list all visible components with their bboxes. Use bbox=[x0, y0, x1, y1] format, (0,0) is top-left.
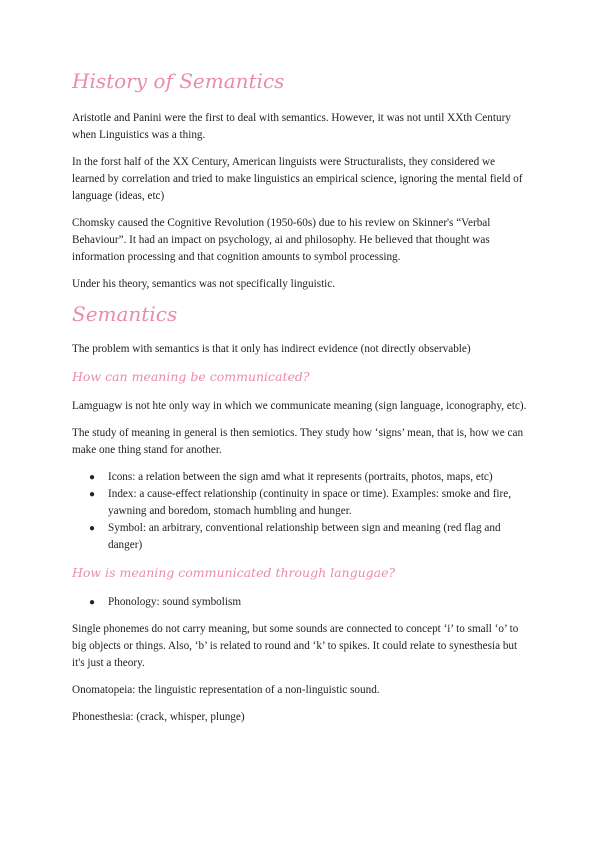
heading-semantics: Semantics bbox=[72, 302, 178, 326]
paragraph-chomsky: Chomsky caused the Cognitive Revolution (1950-60s) due to his review on Skinner's “Verbal Behaviour”. It had an impact on psychology, ai and philosophy. He believed that thought was information processing and that cognition amounts to symbol processing. bbox=[72, 217, 491, 263]
signs-list bbox=[72, 469, 528, 554]
paragraph-onomatopeia: Onomatopeia: the linguistic representation of a non-linguistic sound. bbox=[72, 684, 380, 696]
list-item bbox=[72, 486, 528, 520]
paragraph-aristotle: Aristotle and Panini were the first to deal with semantics. However, it was not until XXth Century when Linguistics was a thing. bbox=[72, 112, 511, 141]
bullet-icon: ● bbox=[89, 597, 96, 608]
heading-history-of-semantics: History of Semantics bbox=[72, 69, 285, 93]
bullet-icon: ● bbox=[89, 472, 96, 483]
list-item-text: Icons: a relation between the sign amd what it represents (portraits, photos, maps, etc) bbox=[108, 471, 493, 483]
bullet-icon: ● bbox=[89, 523, 96, 534]
list-item-text: Index: a cause-effect relationship (continuity in space or time). Examples: smoke and fire, yawning and boredom, stomach humbling and hunger. bbox=[108, 488, 512, 517]
paragraph-phonesthesia: Phonesthesia: (crack, whisper, plunge) bbox=[72, 711, 245, 723]
list-item bbox=[72, 469, 528, 486]
list-item-text: Symbol: an arbitrary, conventional relationship between sign and meaning (red flag and danger) bbox=[108, 522, 501, 551]
paragraph-phonemes: Single phonemes do not carry meaning, but some sounds are connected to concept ‘i’ to small ‘o’ to big objects or things. Also, ‘b’ is related to round and ‘k’ to spikes. It could relate to synesthesia but it's just a theory. bbox=[72, 623, 519, 669]
list-item bbox=[72, 594, 528, 611]
subheading-meaning-through-language: How is meaning communicated through langugae? bbox=[72, 565, 396, 580]
list-item-text: Phonology: sound symbolism bbox=[108, 596, 242, 608]
bullet-icon: ● bbox=[89, 489, 96, 500]
paragraph-indirect-evidence: The problem with semantics is that it only has indirect evidence (not directly observable) bbox=[72, 343, 471, 355]
language-list bbox=[72, 594, 528, 611]
paragraph-theory: Under his theory, semantics was not specifically linguistic. bbox=[72, 278, 336, 290]
subheading-how-meaning-communicated: How can meaning be communicated? bbox=[72, 369, 310, 384]
list-item bbox=[72, 520, 528, 554]
paragraph-semiotics: The study of meaning in general is then semiotics. They study how ‘signs’ mean, that is, how we can make one thing stand for another. bbox=[72, 427, 524, 456]
paragraph-language-not-only-way: Lamguagw is not hte only way in which we communicate meaning (sign language, iconography, etc). bbox=[72, 400, 527, 412]
paragraph-structuralists: In the forst half of the XX Century, American linguists were Structuralists, they considered we learned by correlation and tried to make linguistics an empirical science, ignoring the mental field of language (ideas, etc) bbox=[72, 156, 523, 202]
